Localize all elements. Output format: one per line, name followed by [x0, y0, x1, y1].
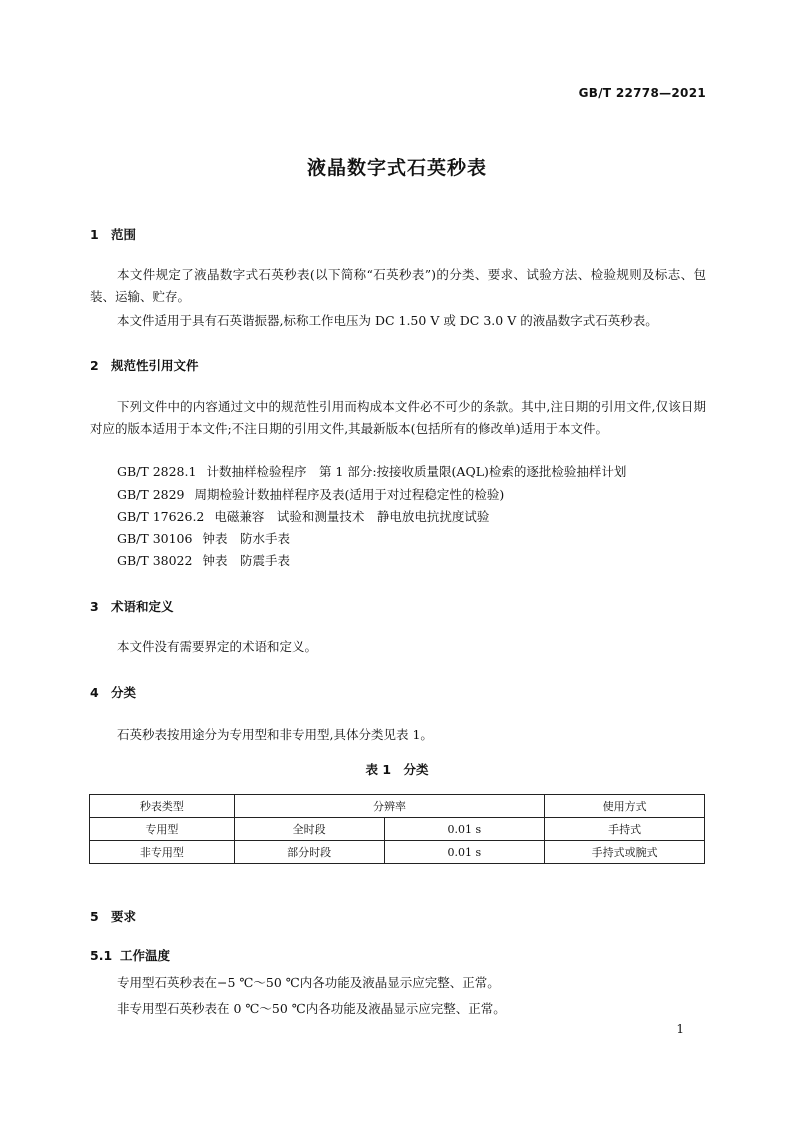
section-2-paragraph-1: 下列文件中的内容通过文中的规范性引用而构成本文件必不可少的条款。其中,注日期的引用文件,仅该日期对应的版本适用于本文件;不注日期的引用文件,其最新版本(包括所有的修改单)适用于本文件。 — [90, 399, 706, 436]
reference-title: 钟表 防震手表 — [202, 553, 290, 568]
section-number: 1 — [90, 227, 99, 242]
section-title: 范围 — [111, 227, 137, 242]
header-cell: 使用方式 — [545, 795, 705, 818]
reference-code: GB/T 2829 — [117, 487, 185, 502]
document-title: 液晶数字式石英秒表 — [306, 157, 487, 179]
reference-title: 周期检验计数抽样程序及表(适用于对过程稳定性的检验) — [194, 487, 505, 502]
reference-item — [117, 506, 489, 528]
table-cell: 手持式 — [545, 818, 705, 841]
section-number: 3 — [90, 599, 99, 614]
reference-code: GB/T 38022 — [117, 553, 193, 568]
header-cell: 分辨率 — [234, 795, 545, 818]
subsection-5-1-paragraph-1: 专用型石英秒表在−5 ℃～50 ℃内各功能及液晶显示应完整、正常。 — [117, 975, 500, 990]
table-row — [90, 841, 705, 864]
table-cell: 非专用型 — [90, 841, 235, 864]
reference-code: GB/T 17626.2 — [117, 509, 205, 524]
reference-title: 钟表 防水手表 — [202, 531, 290, 546]
section-1-paragraph-2: 本文件适用于具有石英谐振器,标称工作电压为 DC 1.50 V 或 DC 3.0 V 的液晶数字式石英秒表。 — [117, 313, 658, 328]
table-cell: 专用型 — [90, 818, 235, 841]
reference-code: GB/T 30106 — [117, 531, 193, 546]
reference-item — [117, 528, 290, 550]
reference-title: 计数抽样检验程序 第 1 部分:按接收质量限(AQL)检索的逐批检验抽样计划 — [206, 464, 627, 479]
page-number: 1 — [676, 1022, 684, 1036]
standard-number: GB/T 22778—2021 — [578, 86, 706, 100]
table-cell: 0.01 s — [384, 818, 545, 841]
table-caption: 表 1 分类 — [365, 762, 429, 777]
section-title: 要求 — [111, 909, 137, 924]
header-cell: 秒表类型 — [90, 795, 235, 818]
reference-item — [117, 550, 290, 572]
section-3-paragraph-1: 本文件没有需要界定的术语和定义。 — [117, 639, 318, 654]
table-cell: 0.01 s — [384, 841, 545, 864]
section-3-heading — [90, 597, 174, 615]
table-cell: 部分时段 — [234, 841, 384, 864]
subsection-5-1-heading — [90, 946, 170, 964]
subsection-title: 工作温度 — [120, 948, 171, 963]
section-number: 5 — [90, 909, 99, 924]
section-2-heading — [90, 356, 199, 374]
section-number: 2 — [90, 358, 99, 373]
subsection-5-1-paragraph-2: 非专用型石英秒表在 0 ℃～50 ℃内各功能及液晶显示应完整、正常。 — [117, 1001, 506, 1016]
table-cell: 手持式或腕式 — [545, 841, 705, 864]
section-5-heading — [90, 907, 136, 925]
table-header-row — [90, 795, 705, 818]
subsection-number: 5.1 — [90, 948, 113, 963]
table-row — [90, 818, 705, 841]
section-title: 分类 — [111, 685, 137, 700]
reference-item — [117, 461, 626, 483]
section-number: 4 — [90, 685, 99, 700]
section-4-heading — [90, 683, 136, 701]
section-title: 规范性引用文件 — [111, 358, 199, 373]
classification-table — [89, 794, 705, 864]
section-4-paragraph-1: 石英秒表按用途分为专用型和非专用型,具体分类见表 1。 — [117, 727, 433, 742]
reference-item — [117, 484, 504, 506]
reference-title: 电磁兼容 试验和测量技术 静电放电抗扰度试验 — [214, 509, 490, 524]
section-1-paragraph-1: 本文件规定了液晶数字式石英秒表(以下简称“石英秒表”)的分类、要求、试验方法、检验规则及标志、包装、运输、贮存。 — [90, 267, 706, 304]
table-cell: 全时段 — [234, 818, 384, 841]
section-title: 术语和定义 — [111, 599, 174, 614]
section-1-heading — [90, 225, 136, 243]
reference-code: GB/T 2828.1 — [117, 464, 197, 479]
